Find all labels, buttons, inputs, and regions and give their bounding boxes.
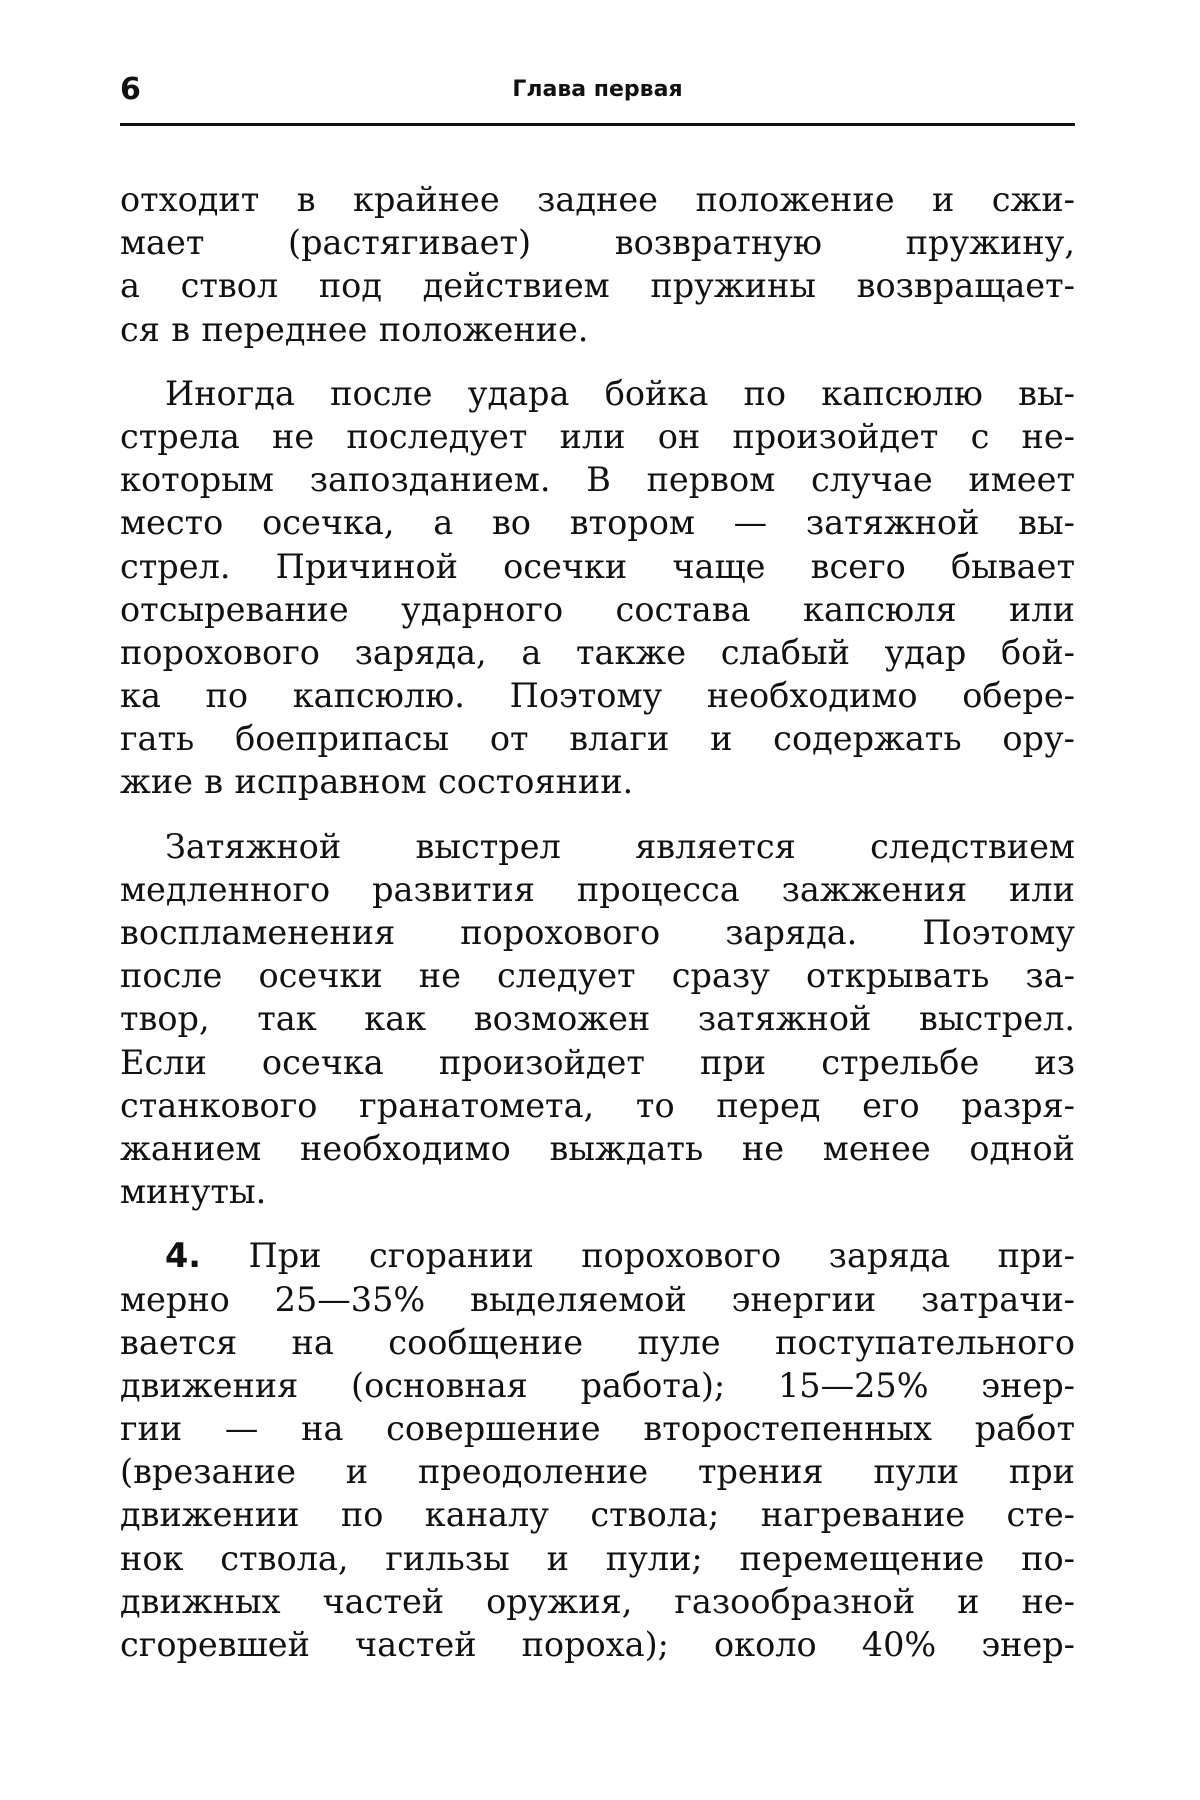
book-page — [120, 0, 1075, 1800]
text-line: станкового гранатомета, то перед его разря- — [120, 1085, 1075, 1125]
text-line: медленного развития процесса зажжения или — [120, 869, 1075, 909]
line-text: При сгорании порохового заряда при- — [248, 1236, 1075, 1276]
text-line: место осечка, а во втором — затяжной вы- — [120, 503, 1075, 543]
text-line: мает (растягивает) возвратную пружину, — [120, 223, 1075, 263]
text-line: минуты. — [120, 1172, 267, 1212]
text-line: Если осечка произойдет при стрельбе из — [120, 1042, 1075, 1082]
chapter-title: Глава первая — [512, 77, 683, 102]
text-line — [120, 1234, 1075, 1277]
text-line: отсыревание ударного состава капсюля или — [120, 589, 1075, 629]
paragraph-3 — [120, 825, 1075, 1214]
paragraph-2 — [120, 372, 1075, 804]
paragraph-4 — [120, 1234, 1075, 1666]
text-line: гии — на совершение второстепенных работ — [120, 1409, 1075, 1449]
text-line: гать боеприпасы от влаги и содержать ору- — [120, 719, 1075, 759]
text-line: вается на сообщение пуле поступательного — [120, 1322, 1075, 1362]
text-line: после осечки не следует сразу открывать за- — [120, 956, 1075, 996]
text-line: (врезание и преодоление трения пули при — [120, 1452, 1075, 1492]
text-line: ся в переднее положение. — [120, 309, 589, 349]
text-line: воспламенения порохового заряда. Поэтому — [120, 913, 1075, 952]
text-line: стрел. Причиной осечки чаще всего бывает — [120, 546, 1075, 586]
text-line: Затяжной выстрел является следствием — [165, 826, 1075, 866]
paragraph-1 — [120, 178, 1075, 351]
text-line: которым запозданием. В первом случае имеет — [120, 460, 1075, 500]
page-number: 6 — [120, 72, 141, 107]
text-line: ка по капсюлю. Поэтому необходимо обере- — [120, 676, 1075, 716]
text-line: мерно 25—35% выделяемой энергии затрачи- — [120, 1279, 1075, 1319]
header-rule — [120, 123, 1075, 126]
body-text — [120, 178, 1075, 1666]
text-line: движения (основная работа); 15—25% энер- — [120, 1365, 1075, 1405]
text-line: Иногда после удара бойка по капсюлю вы- — [165, 373, 1075, 413]
text-line: жанием необходимо выждать не менее одной — [120, 1128, 1075, 1168]
text-line: нок ствола, гильзы и пули; перемещение по- — [120, 1538, 1075, 1578]
text-line: движении по каналу ствола; нагревание сте- — [120, 1495, 1075, 1535]
page-header — [120, 72, 1075, 122]
text-line: движных частей оружия, газообразной и не- — [120, 1581, 1075, 1621]
text-line: порохового заряда, а также слабый удар бой- — [120, 632, 1075, 672]
text-line: твор, так как возможен затяжной выстрел. — [120, 999, 1075, 1039]
text-line: жие в исправном состоянии. — [120, 762, 634, 802]
text-line: стрела не последует или он произойдет с не- — [120, 416, 1075, 456]
text-line: сгоревшей частей пороха); около 40% энер- — [120, 1625, 1075, 1664]
text-line: а ствол под действием пружины возвращает- — [120, 266, 1075, 306]
text-line: отходит в крайнее заднее положение и сжи- — [120, 180, 1075, 219]
paragraph-number: 4. — [165, 1236, 202, 1276]
